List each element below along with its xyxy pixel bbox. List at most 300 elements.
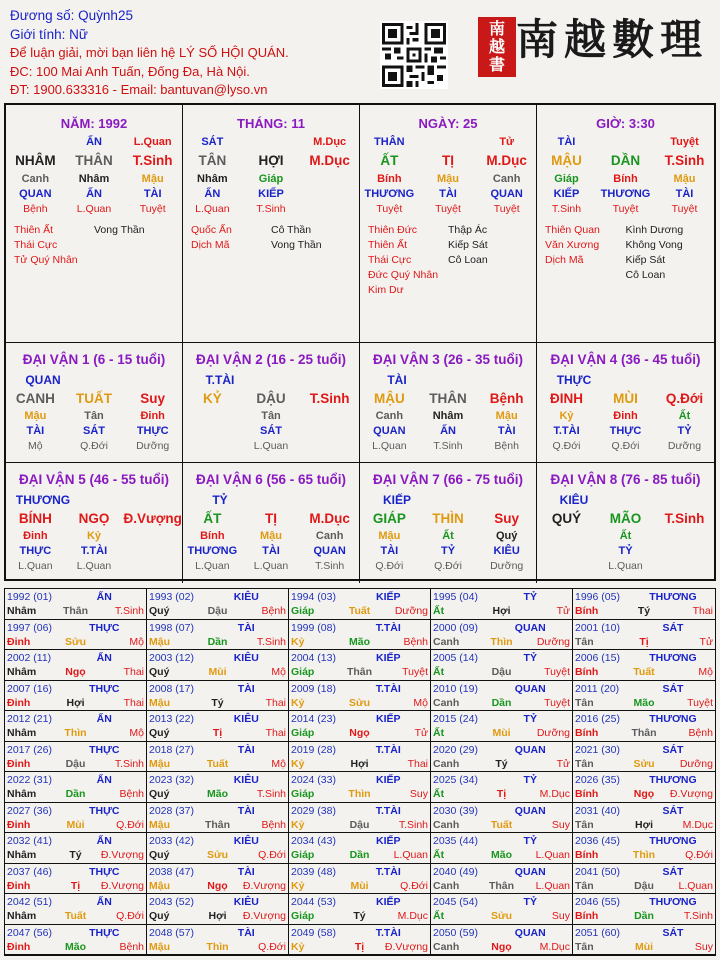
year-god: SÁT xyxy=(662,865,684,878)
year-god: TÀI xyxy=(237,865,255,878)
year-stem: Bính xyxy=(575,666,599,678)
year-cell[interactable] xyxy=(5,864,147,895)
year-cell[interactable] xyxy=(5,650,147,681)
year-branch: Dậu xyxy=(65,757,86,770)
dai-van-hidden-gods-cell: TỶ xyxy=(618,545,633,557)
year-stage: Thai xyxy=(123,666,145,678)
year-god: THƯƠNG xyxy=(649,652,697,664)
year-god: KIÊU xyxy=(233,835,259,847)
pillar-hidden-gods-row-cell: QUAN xyxy=(19,188,52,200)
year-god: SÁT xyxy=(662,621,684,634)
year-god: THƯƠNG xyxy=(649,591,697,603)
year-stem: Ất xyxy=(433,910,445,922)
pillar-hidden-stems-row-cell: Canh xyxy=(21,173,50,185)
year-branch: Mão xyxy=(491,849,512,861)
pillar-hidden-stems-row xyxy=(360,172,536,187)
year-stem: Bính xyxy=(575,910,599,922)
year-cell[interactable] xyxy=(5,711,147,742)
year-stage: L.Quan xyxy=(678,879,713,892)
year-stage: Thai xyxy=(265,696,287,709)
pillar-star-row-cell xyxy=(596,135,655,150)
year-cell[interactable] xyxy=(573,711,715,742)
year-god: TỶ xyxy=(523,652,537,664)
year-label: 2008 (17) xyxy=(149,682,194,695)
year-label: 2007 (16) xyxy=(7,682,52,695)
year-label: 1998 (07) xyxy=(149,621,194,634)
year-god: THỰC xyxy=(89,743,120,756)
year-god: SÁT xyxy=(662,682,684,695)
year-stage: M.Dục xyxy=(539,788,571,800)
year-cell[interactable] xyxy=(431,894,573,925)
year-stem: Đinh xyxy=(7,696,31,709)
year-branch: Sửu xyxy=(64,635,87,648)
dai-van-4 xyxy=(537,343,714,463)
year-label: 2037 (46) xyxy=(7,865,52,878)
year-stem: Mậu xyxy=(149,818,170,831)
year-branch: Ngọ xyxy=(65,666,86,678)
year-cell[interactable] xyxy=(147,803,289,834)
dai-van-title: ĐẠI VẬN 7 (66 - 75 tuổi) xyxy=(372,472,524,487)
year-stage: Tuyệt xyxy=(544,696,571,709)
dai-van-stages-cell: Q.Đới xyxy=(375,560,404,572)
year-label: 2022 (31) xyxy=(7,774,52,786)
year-god: KIÊU xyxy=(233,652,259,664)
pillar-hidden-gods-row-cell: TÀI xyxy=(439,188,457,200)
year-label: 2025 (34) xyxy=(433,774,478,786)
dai-van-stages-cell: T.Sinh xyxy=(433,440,463,452)
dai-van-stem-branch-cell: TỊ xyxy=(265,511,277,526)
pillar-hidden-gods-row-cell: ẤN xyxy=(204,188,221,200)
year-stem: Đinh xyxy=(7,940,31,953)
gender: Giới tính: Nữ xyxy=(10,26,88,42)
year-label: 2049 (58) xyxy=(291,926,336,939)
year-cell[interactable] xyxy=(289,803,431,834)
pillar-stem-branch-row-cell: MẬU xyxy=(551,153,582,168)
year-label: 1995 (04) xyxy=(433,591,478,603)
year-branch: Thìn xyxy=(632,849,656,861)
star-name: Kình Dương xyxy=(625,224,684,236)
year-stem: Canh xyxy=(433,818,460,831)
year-branch: Dần xyxy=(65,788,86,800)
year-stage: L.Quan xyxy=(535,849,571,861)
pillar-stage-row-cell: T.Sinh xyxy=(256,203,286,215)
year-branch: Dần xyxy=(207,635,228,648)
year-cell[interactable] xyxy=(573,803,715,834)
year-cell[interactable] xyxy=(289,894,431,925)
year-stem: Kỷ xyxy=(291,940,305,953)
year-god: QUAN xyxy=(514,865,546,878)
year-cell[interactable] xyxy=(147,620,289,651)
year-god: KIẾP xyxy=(376,774,401,786)
pillar-star-row-cell: THÂN xyxy=(374,136,405,148)
pillar-stem-branch-row xyxy=(183,150,359,172)
year-god: TÀI xyxy=(237,682,255,695)
dai-van-hidden-stems-cell: Tân xyxy=(261,410,281,422)
star-name: Kiếp Sát xyxy=(448,239,488,251)
dai-van-title: ĐẠI VẬN 8 (76 - 85 tuổi) xyxy=(550,472,701,487)
year-branch: Hợi xyxy=(492,605,511,617)
star-name: Cô Thần xyxy=(271,224,312,236)
year-branch: Thân xyxy=(346,666,373,678)
year-god: THỰC xyxy=(89,682,120,695)
dai-van-stages-cell: Dưỡng xyxy=(490,560,524,572)
year-god: THỰC xyxy=(89,804,120,817)
year-cell[interactable] xyxy=(5,589,147,620)
year-stage: T.Sinh xyxy=(256,635,287,648)
year-branch: Sửu xyxy=(348,696,371,709)
year-stage: Tuyệt xyxy=(544,666,571,678)
year-cell[interactable] xyxy=(5,894,147,925)
year-stage: Mộ xyxy=(129,635,145,648)
year-cell[interactable] xyxy=(289,620,431,651)
pillar-stage-row-cell: L.Quan xyxy=(195,203,230,215)
star-name: Thái Cực xyxy=(14,239,58,251)
year-branch: Hợi xyxy=(66,696,85,709)
year-cell[interactable] xyxy=(147,833,289,864)
year-god: KIÊU xyxy=(233,713,259,725)
pillar-month xyxy=(183,105,360,343)
pillar-stem-branch-row-cell: TÂN xyxy=(198,153,227,168)
dai-van-hidden-gods-cell: T.TÀI xyxy=(553,425,580,437)
year-stem: Giáp xyxy=(291,910,315,922)
year-branch: Ngọ xyxy=(491,940,512,953)
year-stage: Mộ xyxy=(413,696,429,709)
pillar-hidden-gods-row xyxy=(537,187,714,202)
pillar-star-row-cell: ẤN xyxy=(86,136,102,148)
star-name: Tử Quý Nhân xyxy=(14,254,78,266)
year-stage: Tử xyxy=(556,605,571,617)
year-cell[interactable] xyxy=(147,589,289,620)
pillar-hidden-stems-row-cell xyxy=(300,172,359,187)
dai-van-hidden-gods xyxy=(537,424,714,439)
dai-van-hidden-stems xyxy=(183,409,359,424)
dai-van-stem-branch-cell: KỶ xyxy=(202,391,222,406)
year-cell[interactable] xyxy=(289,681,431,712)
star-name: Thiên Đức xyxy=(368,224,418,236)
year-cell[interactable] xyxy=(147,711,289,742)
year-stage: Bệnh xyxy=(261,605,287,617)
dai-van-hidden-stems-cell xyxy=(123,529,182,544)
year-branch: Mùi xyxy=(634,940,654,953)
year-cell[interactable] xyxy=(147,772,289,803)
year-cell[interactable] xyxy=(5,833,147,864)
year-cell[interactable] xyxy=(431,864,573,895)
pillar-hidden-stems-row-cell: Mậu xyxy=(141,173,164,185)
year-cell[interactable] xyxy=(431,711,573,742)
year-stem: Nhâm xyxy=(7,788,37,800)
year-cell[interactable] xyxy=(289,589,431,620)
dai-van-hidden-stems-cell: Kỷ xyxy=(86,530,102,542)
year-stem: Canh xyxy=(433,879,460,892)
year-god: SÁT xyxy=(662,804,684,817)
year-stage: Đ.Vượng xyxy=(100,879,145,892)
year-cell[interactable] xyxy=(147,742,289,773)
year-cell[interactable] xyxy=(5,742,147,773)
dai-van-hidden-stems-cell: Canh xyxy=(315,530,344,542)
dai-van-hidden-stems-cell: Canh xyxy=(375,410,404,422)
star-name: Thập Ác xyxy=(448,224,488,236)
year-god: QUAN xyxy=(514,743,546,756)
year-cell[interactable] xyxy=(431,833,573,864)
pillar-hidden-gods-row-cell: ẤN xyxy=(86,188,102,200)
year-cell[interactable] xyxy=(5,620,147,651)
year-branch: Mùi xyxy=(492,727,511,739)
year-label: 2034 (43) xyxy=(291,835,336,847)
year-cell[interactable] xyxy=(573,681,715,712)
pillar-hidden-gods-row xyxy=(183,187,359,202)
year-stage: Đ.Vượng xyxy=(669,788,713,800)
pillar-hour xyxy=(537,105,714,343)
year-stage: Thai xyxy=(407,757,429,770)
year-cell[interactable] xyxy=(5,925,147,956)
dai-van-stem-branch-cell: MẬU xyxy=(373,391,405,406)
dai-van-stem-branch xyxy=(183,389,359,409)
year-god: TỶ xyxy=(523,774,537,786)
year-stem: Quý xyxy=(149,910,170,922)
year-stem: Quý xyxy=(149,727,170,739)
pillar-stage-row xyxy=(183,202,359,217)
year-stem: Giáp xyxy=(291,849,315,861)
year-stage: Đ.Vượng xyxy=(242,910,287,922)
dai-van-stem-branch-cell: THÂN xyxy=(429,391,467,406)
year-label: 2004 (13) xyxy=(291,652,336,664)
year-stage: Tử xyxy=(556,757,571,770)
year-branch: Tuất xyxy=(64,910,87,922)
dai-van-hidden-gods xyxy=(360,544,536,559)
dai-van-stem-branch-cell: QUÝ xyxy=(551,511,582,526)
year-cell[interactable] xyxy=(573,742,715,773)
pillar-star-row-cell: M.Dục xyxy=(313,136,347,148)
pillar-star-row-cell xyxy=(419,135,478,150)
dai-van-hidden-stems-cell: Đinh xyxy=(613,410,638,422)
year-cell[interactable] xyxy=(289,925,431,956)
phone-email[interactable]: ĐT: 1900.633316 - Email: bantuvan@lyso.vn xyxy=(10,82,268,97)
year-label: 1994 (03) xyxy=(291,591,336,603)
year-label: 2051 (60) xyxy=(575,926,620,939)
dai-van-2 xyxy=(183,343,360,463)
year-god: QUAN xyxy=(514,682,546,695)
year-stage: Q.Đới xyxy=(116,818,145,831)
year-cell[interactable] xyxy=(573,833,715,864)
year-cell[interactable] xyxy=(431,620,573,651)
year-label: 2041 (50) xyxy=(575,865,620,878)
year-branch: Tý xyxy=(637,605,651,617)
dai-van-stem-branch-cell: MÃO xyxy=(609,511,642,526)
year-branch: Hợi xyxy=(208,910,227,922)
pillar-hidden-gods-row-cell: TÀI xyxy=(675,188,694,200)
year-stage: Suy xyxy=(409,788,429,800)
year-branch: Mão xyxy=(349,635,370,648)
dai-van-hidden-gods-cell: QUAN xyxy=(373,425,406,437)
dai-van-stem-branch-cell: GIÁP xyxy=(372,511,406,526)
year-god: TÀI xyxy=(237,926,255,939)
year-cell[interactable] xyxy=(5,772,147,803)
year-god: KIẾP xyxy=(376,896,401,908)
pillar-stage-row xyxy=(537,202,714,217)
year-stage: T.Sinh xyxy=(114,757,145,770)
year-cell[interactable] xyxy=(573,925,715,956)
dai-van-hidden-gods xyxy=(537,544,714,559)
pillar-hidden-stems-row-cell: Canh xyxy=(492,173,521,185)
year-label: 2048 (57) xyxy=(149,926,194,939)
year-stem: Đinh xyxy=(7,757,31,770)
year-cell[interactable] xyxy=(147,681,289,712)
year-cell[interactable] xyxy=(431,772,573,803)
year-cell[interactable] xyxy=(147,650,289,681)
dai-van-stages-cell: Q.Đới xyxy=(611,440,640,452)
dai-van-stem-branch-cell: MÙI xyxy=(613,391,638,406)
year-branch: Ngọ xyxy=(207,879,228,892)
pillar-stem-branch-row-cell: T.Sinh xyxy=(664,153,705,168)
year-cell[interactable] xyxy=(289,864,431,895)
year-cell[interactable] xyxy=(431,803,573,834)
year-stem: Mậu xyxy=(149,635,170,648)
year-cell[interactable] xyxy=(289,833,431,864)
year-cell[interactable] xyxy=(431,589,573,620)
year-stem: Tân xyxy=(575,757,594,770)
year-god: ẤN xyxy=(96,774,112,786)
dai-van-stages xyxy=(183,559,359,574)
pillar-hidden-stems-row-cell: Mậu xyxy=(673,173,696,185)
year-god: THƯƠNG xyxy=(649,774,697,786)
year-god: TỶ xyxy=(523,835,537,847)
year-cell[interactable] xyxy=(289,742,431,773)
year-branch: Dậu xyxy=(349,818,370,831)
dai-van-hidden-stems-cell: Nhâm xyxy=(432,410,464,422)
dai-van-hidden-gods-cell xyxy=(300,424,359,439)
year-stem: Ất xyxy=(433,849,445,861)
year-label: 2040 (49) xyxy=(433,865,478,878)
year-label: 2002 (11) xyxy=(7,652,52,664)
year-branch: Ngọ xyxy=(633,788,655,800)
dai-van-title: ĐẠI VẬN 1 (6 - 15 tuổi) xyxy=(22,352,166,367)
year-stem: Mậu xyxy=(149,940,170,953)
year-cell[interactable] xyxy=(573,650,715,681)
year-stage: Suy xyxy=(551,818,571,831)
pillar-day xyxy=(360,105,537,343)
year-branch: Mùi xyxy=(350,879,369,892)
dai-van-hidden-gods-cell: T.TÀI xyxy=(80,545,108,557)
year-branch: Thân xyxy=(62,605,89,617)
year-cell[interactable] xyxy=(5,803,147,834)
star-name: Dịch Mã xyxy=(545,254,584,266)
year-branch: Dậu xyxy=(634,879,654,892)
year-branch: Ngọ xyxy=(349,727,370,739)
year-label: 2031 (40) xyxy=(575,804,620,817)
dai-van-hidden-gods-cell: THỰC xyxy=(609,425,642,437)
dai-van-hidden-gods-cell: TÀI xyxy=(262,545,280,557)
year-cell[interactable] xyxy=(431,681,573,712)
year-cell[interactable] xyxy=(289,711,431,742)
year-stem: Nhâm xyxy=(7,849,37,861)
year-label: 2017 (26) xyxy=(7,743,52,756)
year-cell[interactable] xyxy=(147,894,289,925)
year-stage: Bệnh xyxy=(119,940,145,953)
pillar-stem-branch-row xyxy=(6,150,182,172)
year-cell[interactable] xyxy=(573,589,715,620)
pillar-star-row xyxy=(360,135,536,150)
star-name: Quốc Ấn xyxy=(191,224,232,236)
year-cell[interactable] xyxy=(573,894,715,925)
year-branch: Tị xyxy=(354,940,365,953)
pillar-stem-branch-row xyxy=(537,150,714,172)
year-cell[interactable] xyxy=(289,650,431,681)
dai-van-hidden-stems xyxy=(6,409,182,424)
year-stage: Bệnh xyxy=(119,788,145,800)
year-god: TÀI xyxy=(237,804,255,817)
dai-van-god: TÀI xyxy=(387,373,407,387)
year-cell[interactable] xyxy=(289,772,431,803)
year-cell[interactable] xyxy=(431,650,573,681)
year-stem: Canh xyxy=(433,757,460,770)
year-god: TÀI xyxy=(237,621,255,634)
year-branch: Thìn xyxy=(206,940,229,953)
year-cell[interactable] xyxy=(573,864,715,895)
star-name: Không Vong xyxy=(625,239,683,251)
year-stem: Quý xyxy=(149,605,170,617)
pillar-hidden-gods-row-cell: TÀI xyxy=(143,188,162,200)
dai-van-stem-branch xyxy=(360,389,536,409)
dai-van-7 xyxy=(360,463,537,583)
year-branch: Sửu xyxy=(206,849,229,861)
year-stem: Tân xyxy=(575,635,594,648)
year-stem: Kỷ xyxy=(291,696,305,709)
year-stage: Q.Đới xyxy=(685,849,713,861)
year-branch: Thìn xyxy=(490,635,513,648)
year-stage: Q.Đới xyxy=(400,879,429,892)
year-cell[interactable] xyxy=(573,620,715,651)
qr-code-icon[interactable] xyxy=(380,21,448,89)
contact-note: Để luận giải, mời bạn liên hệ LÝ SỐ HỘI QUÁN. xyxy=(10,45,289,60)
dai-van-stages xyxy=(537,559,714,574)
year-branch: Tý xyxy=(69,849,82,861)
year-cell[interactable] xyxy=(147,925,289,956)
dai-van-hidden-stems-cell: Quý xyxy=(495,530,518,542)
year-god: QUAN xyxy=(514,804,546,817)
year-stage: Dưỡng xyxy=(679,757,713,770)
year-cell[interactable] xyxy=(5,681,147,712)
dai-van-stem-branch xyxy=(537,389,714,409)
dai-van-hidden-stems-cell: Mậu xyxy=(260,530,282,542)
year-stem: Mậu xyxy=(149,696,170,709)
dai-van-god: T.TÀI xyxy=(205,373,235,387)
dai-van-stages-cell: L.Quan xyxy=(195,560,230,572)
pillar-stage-row xyxy=(360,202,536,217)
year-stage: Mộ xyxy=(129,727,145,739)
dai-van-hidden-gods-cell: TỶ xyxy=(440,545,456,557)
year-god: ẤN xyxy=(96,835,112,847)
year-god: ẤN xyxy=(96,591,112,603)
pillar-hidden-gods-row-cell: QUAN xyxy=(490,188,523,200)
year-cell[interactable] xyxy=(431,925,573,956)
year-cell[interactable] xyxy=(431,742,573,773)
pillar-stage-row-cell: Tuyệt xyxy=(376,203,403,215)
year-branch: Thân xyxy=(488,879,515,892)
pillar-hidden-stems-row xyxy=(183,172,359,187)
pillar-stem-branch-row-cell: DẦN xyxy=(610,153,641,168)
pillar-stars xyxy=(6,217,182,268)
year-branch: Tý xyxy=(211,696,224,709)
year-stem: Giáp xyxy=(291,666,315,678)
year-cell[interactable] xyxy=(573,772,715,803)
year-cell[interactable] xyxy=(147,864,289,895)
dai-van-stages-cell: L.Quan xyxy=(608,560,643,572)
year-branch: Sửu xyxy=(490,910,513,922)
year-label: 2050 (59) xyxy=(433,926,478,939)
year-label: 2012 (21) xyxy=(7,713,52,725)
dai-van-stages xyxy=(6,439,182,454)
year-god: TỶ xyxy=(523,591,537,603)
